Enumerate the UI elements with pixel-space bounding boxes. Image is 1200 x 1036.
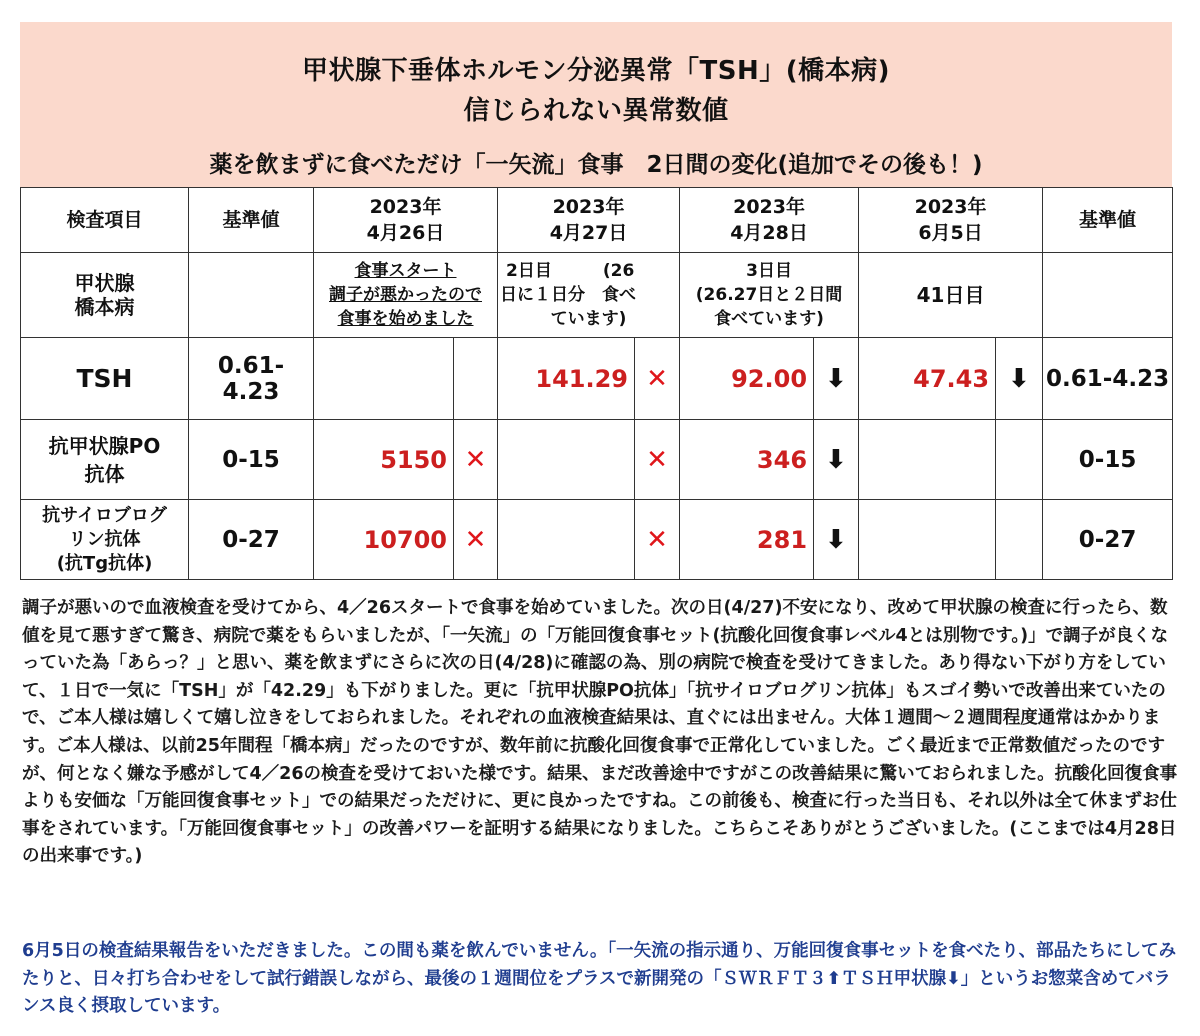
tpo-label-line2: 抗体 — [84, 461, 125, 486]
notes-day-3 — [680, 253, 859, 338]
tsh-day3-value: 92.00 — [680, 338, 814, 420]
tpo-day2-mark — [635, 420, 680, 500]
tsh-day4-value: 47.43 — [859, 338, 996, 420]
notes-day-1-line3: 食事を始めました — [337, 309, 474, 329]
notes-day-4-label: 41日目 — [916, 283, 985, 307]
header-item-label: 検査項目 — [66, 209, 143, 231]
tg-day2-mark — [635, 500, 680, 580]
cross-icon: ✕ — [464, 444, 487, 475]
tg-day4-value — [859, 500, 996, 580]
header-date-4-year: 2023年 — [914, 196, 987, 218]
header-date-1 — [314, 188, 498, 253]
tpo-day1-mark — [454, 420, 498, 500]
header-date-2-date: 4月27日 — [549, 222, 628, 244]
notes-day-1-line1: 食事スタート — [354, 261, 457, 281]
table-header-row — [21, 188, 1173, 253]
table-row-tsh — [21, 338, 1173, 420]
header-ref-left — [189, 188, 314, 253]
header-date-2 — [498, 188, 680, 253]
notes-ref-right-empty — [1043, 253, 1173, 338]
tpo-day2-value — [498, 420, 635, 500]
tsh-day3-mark — [814, 338, 859, 420]
header-date-4 — [859, 188, 1043, 253]
header-ref-right — [1043, 188, 1173, 253]
down-arrow-icon: ⬇ — [825, 363, 847, 394]
tg-day2-value — [498, 500, 635, 580]
tsh-day2-value: 141.29 — [498, 338, 635, 420]
tg-day4-mark — [996, 500, 1043, 580]
table-row-tg — [21, 500, 1173, 580]
tsh-day2-mark — [635, 338, 680, 420]
cross-icon: ✕ — [646, 363, 668, 394]
page-title-line2: 信じられない異常数値 — [463, 96, 729, 126]
tg-label-line3: (抗Tg抗体) — [56, 552, 153, 574]
notes-day-3-line3: 食べています) — [714, 309, 824, 329]
header-date-1-year: 2023年 — [369, 196, 442, 218]
notes-day-2-line2: 日に１日分 食べ — [500, 285, 637, 305]
tpo-day3-value: 346 — [680, 420, 814, 500]
down-arrow-icon: ⬇ — [825, 524, 847, 555]
header-ref-left-label: 基準値 — [222, 209, 280, 231]
results-table — [20, 187, 1173, 580]
header-ref-right-label: 基準値 — [1079, 209, 1137, 231]
header-date-4-date: 6月5日 — [918, 222, 983, 244]
tpo-day4-mark — [996, 420, 1043, 500]
tg-label — [21, 500, 189, 580]
tsh-day4-mark — [996, 338, 1043, 420]
header-date-3-year: 2023年 — [733, 196, 805, 218]
notes-day-4 — [859, 253, 1043, 338]
tg-day3-value: 281 — [680, 500, 814, 580]
table-row-notes — [21, 253, 1173, 338]
notes-label-line2: 橋本病 — [74, 295, 135, 319]
tg-label-line1: 抗サイロブログ — [42, 504, 167, 526]
tg-label-line2: リン抗体 — [68, 528, 141, 550]
tpo-day4-value — [859, 420, 996, 500]
header-item — [21, 188, 189, 253]
table-row-tpo — [21, 420, 1173, 500]
cross-icon: ✕ — [646, 444, 668, 475]
description-paragraph: 調子が悪いので血液検査を受けてから、4／26スタートで食事を始めていました。次の日(4/27)不安になり、改めて甲状腺の検査に行ったら、数値を見て悪すぎて驚き、病院で薬をもらいましたが、「一矢流」の「万能回復食事セット(抗酸化回復食事レベル4とは別物です。)」で調子が良くなっていた為「あらっ？」と思い、薬を飲まずにさらに次の日(4/28)に確認の為、別の病院で検査を受けてきました。あり得ない下がり方をしていて、１日で一気に「TSH」が「42.29」も下がりました。更に「抗甲状腺PO抗体」「抗サイロブログリン抗体」もスゴイ勢いで改善出来ていたので、ご本人様は嬉しくて嬉し泣きをしておられました。それぞれの血液検査結果は、直ぐには出ません。大体１週間〜２週間程度通常はかかります。ご本人様は、以前25年間程「橋本病」だったのですが、数年前に抗酸化回復食事で正常化していました。ごく最近まで正常数値だったのですが、何となく嫌な予感がして4／26の検査を受けておいた様です。結果、まだ改善途中ですがこの改善結果に驚いておられました。抗酸化回復食事よりも安価な「万能回復食事セット」での結果だっただけに、更に良かったですね。この前後も、検査に行った当日も、それ以外は全て休まずお仕事をされています。「万能回復食事セット」の改善パワーを証明する結果になりました。こちらこそありがとうございました。(ここまでは4月28日の出来事です。) — [22, 598, 1178, 867]
header-banner — [20, 22, 1172, 187]
notes-day-3-line2: (26.27日と２日間 — [695, 285, 843, 305]
tpo-day3-mark — [814, 420, 859, 500]
followup-note-paragraph: 6月5日の検査結果報告をいただきました。この間も薬を飲んでいません。「一矢流の指示通り、万能回復食事セットを食べたり、部品たちにしてみたりと、日々打ち合わせをして試行錯誤しながら、最後の１週間位をプラスで新開発の「ＳＷＲＦＴ３⬆ＴＳＨ甲状腺⬇」というお惣菜含めてバランス良く摂取しています。 — [22, 941, 1177, 1017]
tsh-day1-value — [314, 338, 454, 420]
notes-day-1 — [314, 253, 498, 338]
cross-icon: ✕ — [646, 524, 668, 555]
tg-day3-mark — [814, 500, 859, 580]
notes-day-2 — [498, 253, 680, 338]
tpo-label-line1: 抗甲状腺PO — [48, 433, 161, 458]
header-date-3 — [680, 188, 859, 253]
notes-day-3-line1: 3日目 — [746, 261, 792, 281]
notes-label-line1: 甲状腺 — [74, 271, 135, 295]
tsh-day1-mark — [454, 338, 498, 420]
page-title: 甲状腺下垂体ホルモン分泌異常「TSH」(橋本病) — [302, 56, 890, 86]
notes-label — [21, 253, 189, 338]
notes-day-2-line3: ています) — [550, 309, 627, 329]
page-subtitle: 薬を飲まずに食べただけ「一矢流」食事 2日間の変化(追加でその後も！) — [209, 152, 983, 178]
tpo-label — [21, 420, 189, 500]
tg-ref: 0-27 — [189, 500, 314, 580]
header-date-2-year: 2023年 — [552, 196, 625, 218]
tpo-day1-value: 5150 — [314, 420, 454, 500]
tpo-ref: 0-15 — [189, 420, 314, 500]
down-arrow-icon: ⬇ — [1008, 363, 1030, 394]
header-date-3-date: 4月28日 — [730, 222, 808, 244]
notes-ref-empty — [189, 253, 314, 338]
notes-day-1-line2: 調子が悪かったので — [329, 285, 482, 305]
header-date-1-date: 4月26日 — [366, 222, 445, 244]
cross-icon: ✕ — [464, 524, 487, 555]
tg-day1-mark — [454, 500, 498, 580]
tsh-ref: 0.61-4.23 — [189, 338, 314, 420]
tg-day1-value: 10700 — [314, 500, 454, 580]
tpo-ref-right: 0-15 — [1043, 420, 1173, 500]
down-arrow-icon: ⬇ — [825, 444, 847, 475]
tsh-label: TSH — [21, 338, 189, 420]
tg-ref-right: 0-27 — [1043, 500, 1173, 580]
tsh-ref-right: 0.61-4.23 — [1043, 338, 1173, 420]
notes-day-2-line1: 2日目 (26 — [506, 261, 635, 281]
